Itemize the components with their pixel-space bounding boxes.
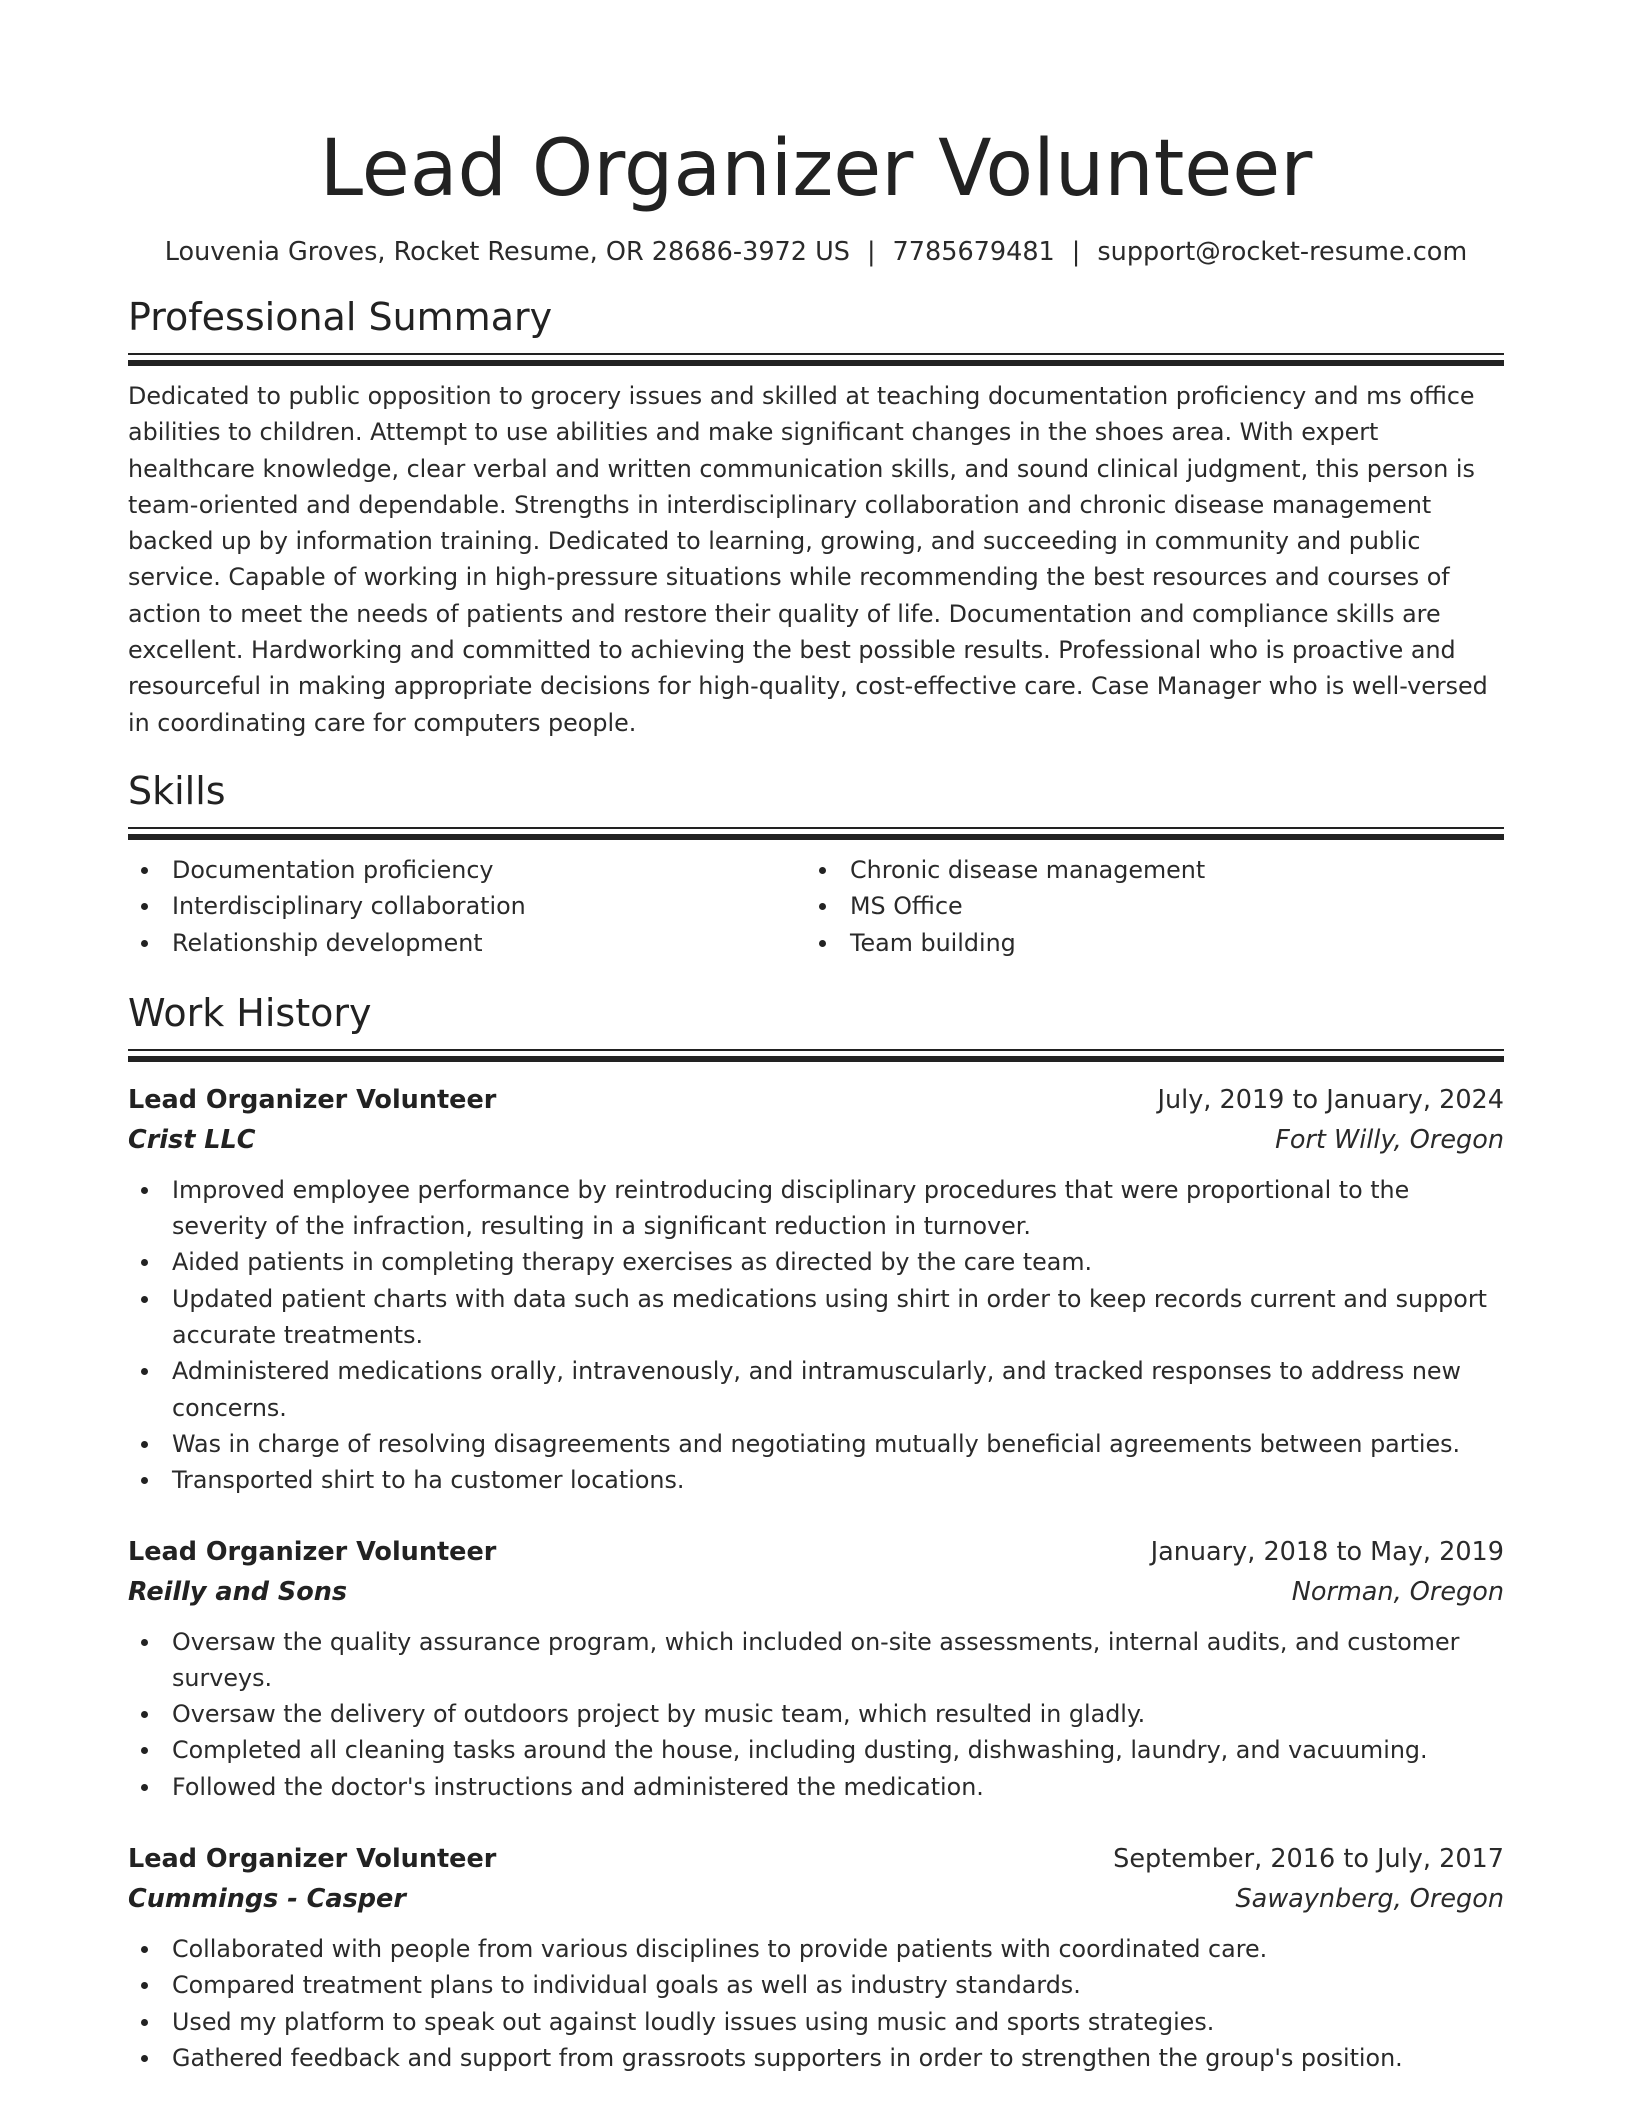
job-bullet: Completed all cleaning tasks around the house, including dusting, dishwashing, laundry, and vacuuming. [128, 1732, 1504, 1768]
job-location: Fort Willy, Oregon [1275, 1124, 1504, 1155]
job-dates: July, 2019 to January, 2024 [1157, 1084, 1504, 1115]
job-title: Lead Organizer Volunteer [128, 1536, 497, 1567]
contact-address: Louvenia Groves, Rocket Resume, OR 28686-3972 US [164, 237, 850, 267]
job-dates: September, 2016 to July, 2017 [1113, 1844, 1504, 1875]
job-header [128, 1080, 1504, 1120]
job-subheader [128, 1572, 1504, 1612]
contact-separator: | [866, 237, 876, 267]
job-entry [128, 1532, 1504, 1805]
job-bullet: Compared treatment plans to individual goals as well as industry standards. [128, 1967, 1504, 2003]
job-title: Lead Organizer Volunteer [128, 1084, 497, 1115]
contact-separator: | [1071, 237, 1081, 267]
skill-item: Interdisciplinary collaboration [128, 888, 806, 924]
job-company: Reilly and Sons [128, 1576, 348, 1607]
skills-grid [128, 852, 1504, 961]
contact-email[interactable]: support@rocket-resume.com [1097, 237, 1468, 267]
job-bullet: Was in charge of resolving disagreements and negotiating mutually beneficial agreements between parties. [128, 1426, 1504, 1462]
job-bullet: Oversaw the quality assurance program, which included on-site assessments, internal audits, and customer surveys. [128, 1624, 1504, 1697]
skills-list-left [128, 852, 806, 961]
skills-list-right [806, 852, 1504, 961]
skill-item: Documentation proficiency [128, 852, 806, 888]
skill-item: Relationship development [128, 925, 806, 961]
job-dates: January, 2018 to May, 2019 [1150, 1536, 1504, 1567]
resume-name: Lead Organizer Volunteer [319, 124, 1313, 214]
summary-section [128, 293, 1504, 741]
job-bullet: Improved employee performance by reintroducing disciplinary procedures that were proportional to the severity of the infraction, resulting in a significant reduction in turnover. [128, 1172, 1504, 1245]
contact-line [128, 235, 1504, 269]
job-company: Cummings - Casper [128, 1884, 406, 1915]
job-title: Lead Organizer Volunteer [128, 1844, 497, 1875]
job-bullet: Gathered feedback and support from grassroots supporters in order to strengthen the group's position. [128, 2040, 1504, 2076]
work-history-section [128, 989, 1504, 2076]
job-bullet: Followed the doctor's instructions and administered the medication. [128, 1769, 1504, 1805]
job-bullet: Used my platform to speak out against loudly issues using music and sports strategies. [128, 2004, 1504, 2040]
skills-section [128, 767, 1504, 961]
job-bullets [128, 1624, 1504, 1805]
job-subheader [128, 1120, 1504, 1160]
contact-phone: 7785679481 [892, 237, 1055, 267]
section-divider [128, 827, 1504, 840]
section-divider [128, 353, 1504, 366]
job-bullet: Collaborated with people from various disciplines to provide patients with coordinated care. [128, 1931, 1504, 1967]
job-header [128, 1839, 1504, 1879]
job-bullets [128, 1172, 1504, 1499]
job-bullet: Transported shirt to ha customer locations. [128, 1462, 1504, 1498]
job-bullets [128, 1931, 1504, 2076]
resume-page [128, 0, 1504, 2076]
summary-text: Dedicated to public opposition to grocery issues and skilled at teaching documentation proficiency and ms office abilities to children. Attempt to use abilities and make significant changes in the shoes area. With expert healthcare knowledge, clear verbal and written communication skills, and sound clinical judgment, this person is team-oriented and dependable. Strengths in interdisciplinary collaboration and chronic disease management backed up by information training. Dedicated to learning, growing, and succeeding in community and public service. Capable of working in high-pressure situations while recommending the best resources and courses of action to meet the needs of patients and restore their quality of life. Documentation and compliance skills are excellent. Hardworking and committed to achieving the best possible results. Professional who is proactive and resourceful in making appropriate decisions for high-quality, cost-effective care. Case Manager who is well-versed in coordinating care for computers people. [128, 382, 1488, 737]
job-bullet: Updated patient charts with data such as medications using shirt in order to keep records current and support accurate treatments. [128, 1281, 1504, 1354]
section-divider [128, 1049, 1504, 1062]
job-entry [128, 1080, 1504, 1499]
job-bullet: Administered medications orally, intravenously, and intramuscularly, and tracked responses to address new concerns. [128, 1353, 1504, 1426]
section-title-work-history: Work History [128, 990, 372, 1035]
skill-item: Chronic disease management [806, 852, 1504, 888]
job-header [128, 1532, 1504, 1572]
job-entry [128, 1839, 1504, 2076]
job-subheader [128, 1879, 1504, 1919]
skill-item: MS Office [806, 888, 1504, 924]
section-title-summary: Professional Summary [128, 295, 553, 339]
skill-item: Team building [806, 925, 1504, 961]
job-location: Sawaynberg, Oregon [1235, 1884, 1504, 1915]
job-bullet: Oversaw the delivery of outdoors project by music team, which resulted in gladly. [128, 1696, 1504, 1732]
job-location: Norman, Oregon [1291, 1576, 1504, 1607]
job-bullet: Aided patients in completing therapy exercises as directed by the care team. [128, 1244, 1504, 1280]
job-company: Crist LLC [128, 1124, 256, 1155]
section-title-skills: Skills [128, 768, 226, 813]
